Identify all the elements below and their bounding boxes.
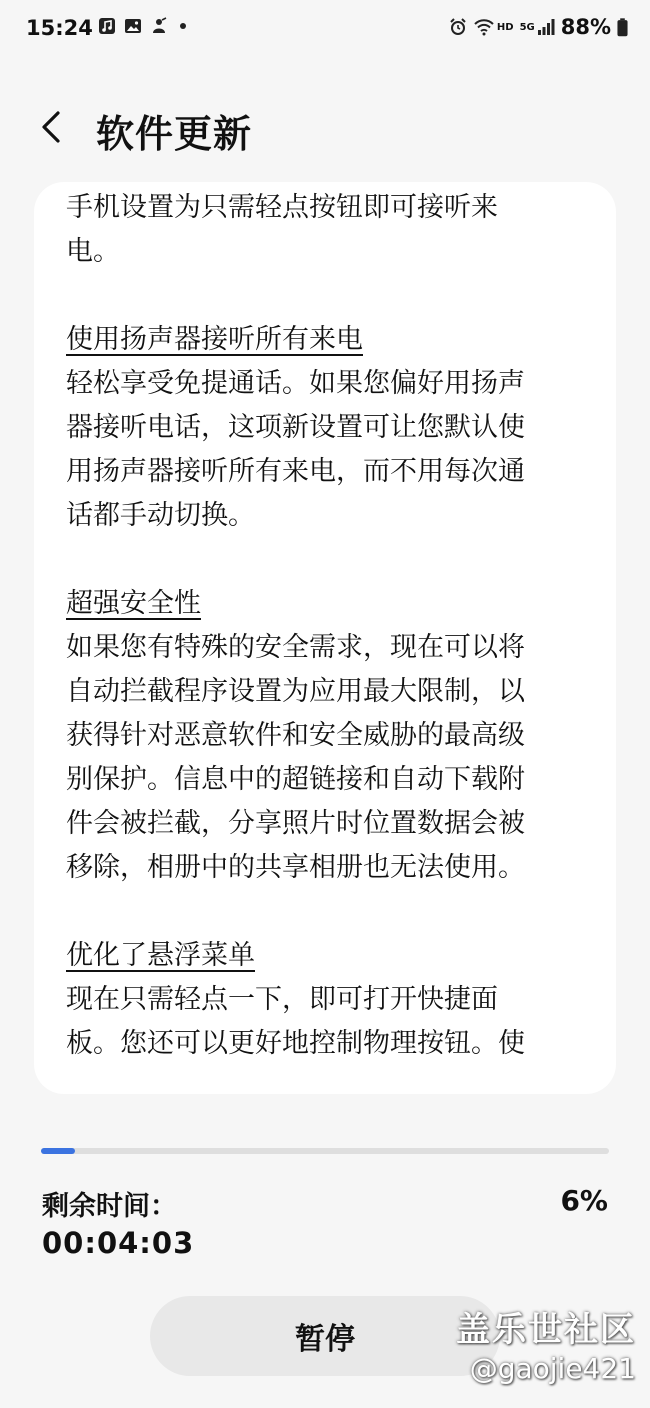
page-title: 软件更新	[96, 112, 253, 156]
notification-icons	[98, 17, 186, 35]
intro-line: 手机设置为只需轻点按钮即可接听来	[66, 192, 498, 223]
section-heading-floating-menu: 优化了悬浮菜单	[66, 940, 255, 971]
intro-line: 电。	[66, 236, 120, 267]
alarm-icon	[449, 18, 467, 36]
section-heading-security: 超强安全性	[66, 588, 201, 619]
section-line: 用扬声器接听所有来电，而不用每次通	[66, 456, 525, 487]
app-notification-icon	[150, 17, 168, 35]
status-bar	[0, 0, 650, 60]
hd-indicator: HD	[496, 21, 514, 33]
section-line: 别保护。信息中的超链接和自动下载附	[66, 764, 525, 795]
watermark-community: 盖乐世社区	[456, 1310, 636, 1350]
section-line: 话都手动切换。	[66, 500, 255, 531]
remaining-time-label: 剩余时间：	[42, 1191, 177, 1222]
section-line: 板。您还可以更好地控制物理按钮。使	[66, 1028, 525, 1059]
progress-percent: 6%	[560, 1184, 608, 1217]
battery-percent: 88%	[560, 15, 611, 39]
wifi-icon	[473, 18, 495, 36]
download-progress-fill	[41, 1148, 75, 1154]
signal-icon	[537, 18, 555, 36]
back-arrow-icon[interactable]	[34, 107, 74, 147]
watermark-handle: @gaojie421	[469, 1352, 636, 1385]
5g-indicator: 5G	[519, 21, 535, 33]
section-line: 移除，相册中的共享相册也无法使用。	[66, 852, 525, 883]
pause-button[interactable]: 暂停	[150, 1296, 500, 1376]
page-header	[0, 95, 650, 165]
section-line: 获得针对恶意软件和安全威胁的最高级	[66, 720, 525, 751]
release-notes-card[interactable]	[34, 182, 616, 1094]
music-note-icon	[98, 17, 116, 35]
system-status-icons	[449, 15, 628, 39]
section-line: 现在只需轻点一下，即可打开快捷面	[66, 984, 498, 1015]
section-line: 器接听电话，这项新设置可让您默认使	[66, 412, 525, 443]
release-notes-content	[66, 186, 591, 1066]
image-icon	[124, 17, 142, 35]
section-line: 轻松享受免提通话。如果您偏好用扬声	[66, 368, 525, 399]
download-progress-bar	[41, 1148, 609, 1154]
section-heading-speaker: 使用扬声器接听所有来电	[66, 324, 363, 355]
battery-icon	[617, 18, 628, 37]
section-line: 自动拦截程序设置为应用最大限制，以	[66, 676, 525, 707]
section-line: 件会被拦截，分享照片时位置数据会被	[66, 808, 525, 839]
section-line: 如果您有特殊的安全需求，现在可以将	[66, 632, 525, 663]
remaining-time-value: 00:04:03	[42, 1226, 195, 1260]
more-notifications-dot	[180, 23, 186, 29]
status-time: 15:24	[26, 16, 93, 40]
